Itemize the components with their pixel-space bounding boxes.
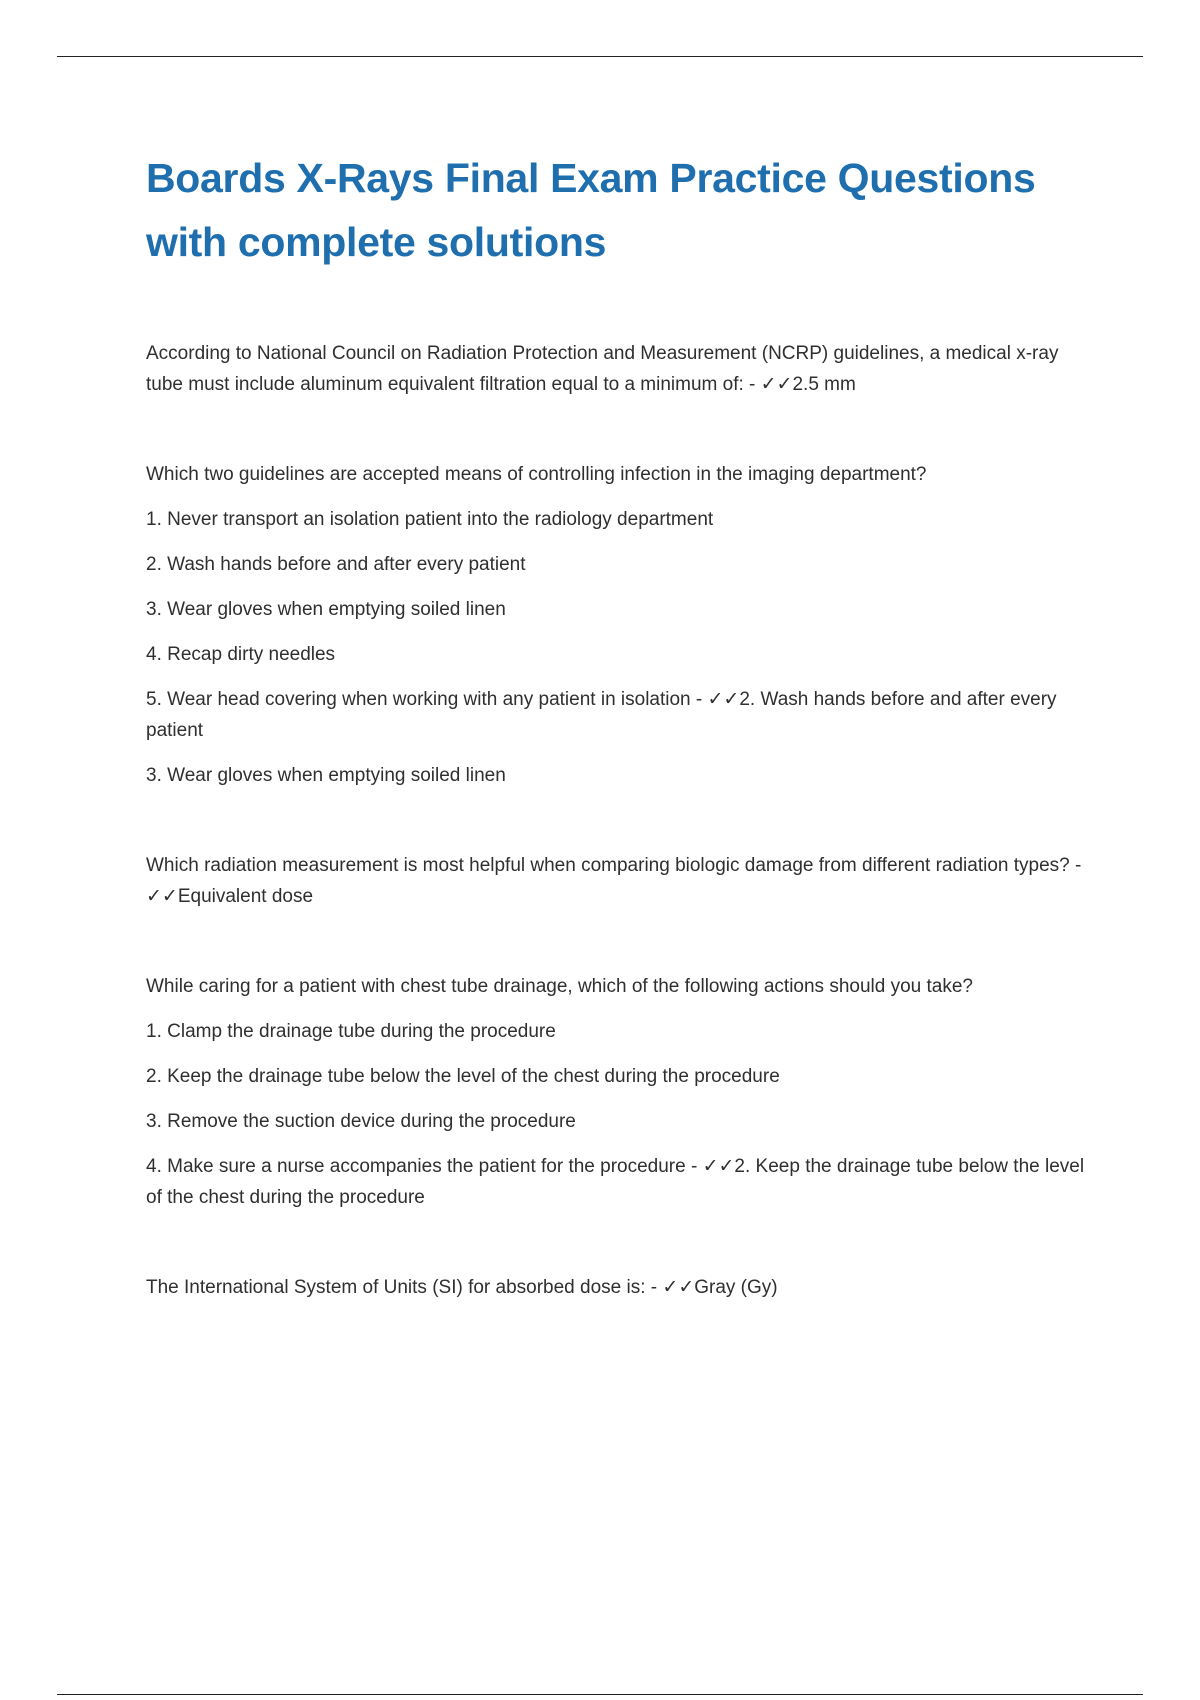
question-5-text: The International System of Units (SI) for absorbed dose is: - ✓✓Gray (Gy) [146, 1277, 778, 1298]
question-2-option: 1. Never transport an isolation patient into the radiology department [146, 509, 714, 530]
question-2-option: 2. Wash hands before and after every patient [146, 554, 526, 575]
question-4-option: 1. Clamp the drainage tube during the procedure [146, 1021, 556, 1042]
document-body [146, 146, 1086, 1303]
title-line-1: Boards X-Rays Final Exam Practice Questions [146, 155, 1036, 201]
question-block-1 [146, 338, 1086, 400]
title-line-2: with complete solutions [146, 219, 607, 265]
question-3-text: Which radiation measurement is most helpful when comparing biologic damage from different radiation types? - ✓✓Equivalent dose [146, 855, 1082, 907]
question-2-text: Which two guidelines are accepted means of controlling infection in the imaging department? [146, 464, 927, 485]
question-4-text: While caring for a patient with chest tube drainage, which of the following actions should you take? [146, 976, 973, 997]
question-2-option: 4. Recap dirty needles [146, 644, 336, 665]
question-2-option: 3. Wear gloves when emptying soiled linen [146, 599, 506, 620]
document-title [146, 146, 1086, 274]
question-block-3 [146, 850, 1086, 912]
question-block-2 [146, 459, 1086, 791]
question-2-answer-continued: 3. Wear gloves when emptying soiled linen [146, 765, 506, 786]
question-1-text: According to National Council on Radiation Protection and Measurement (NCRP) guidelines, a medical x-ray tube must include aluminum equivalent filtration equal to a minimum of: - ✓✓2.5 mm [146, 343, 1059, 395]
question-4-option-answer: 4. Make sure a nurse accompanies the patient for the procedure - ✓✓2. Keep the drainage tube below the level of the chest during the procedure [146, 1156, 1085, 1208]
question-4-option: 2. Keep the drainage tube below the level of the chest during the procedure [146, 1066, 780, 1087]
question-block-5 [146, 1272, 1086, 1303]
footer-rule [57, 1694, 1143, 1695]
question-4-option: 3. Remove the suction device during the procedure [146, 1111, 576, 1132]
question-2-option-answer: 5. Wear head covering when working with any patient in isolation - ✓✓2. Wash hands before and after every patient [146, 689, 1057, 741]
question-block-4 [146, 971, 1086, 1213]
header-rule [57, 56, 1143, 57]
